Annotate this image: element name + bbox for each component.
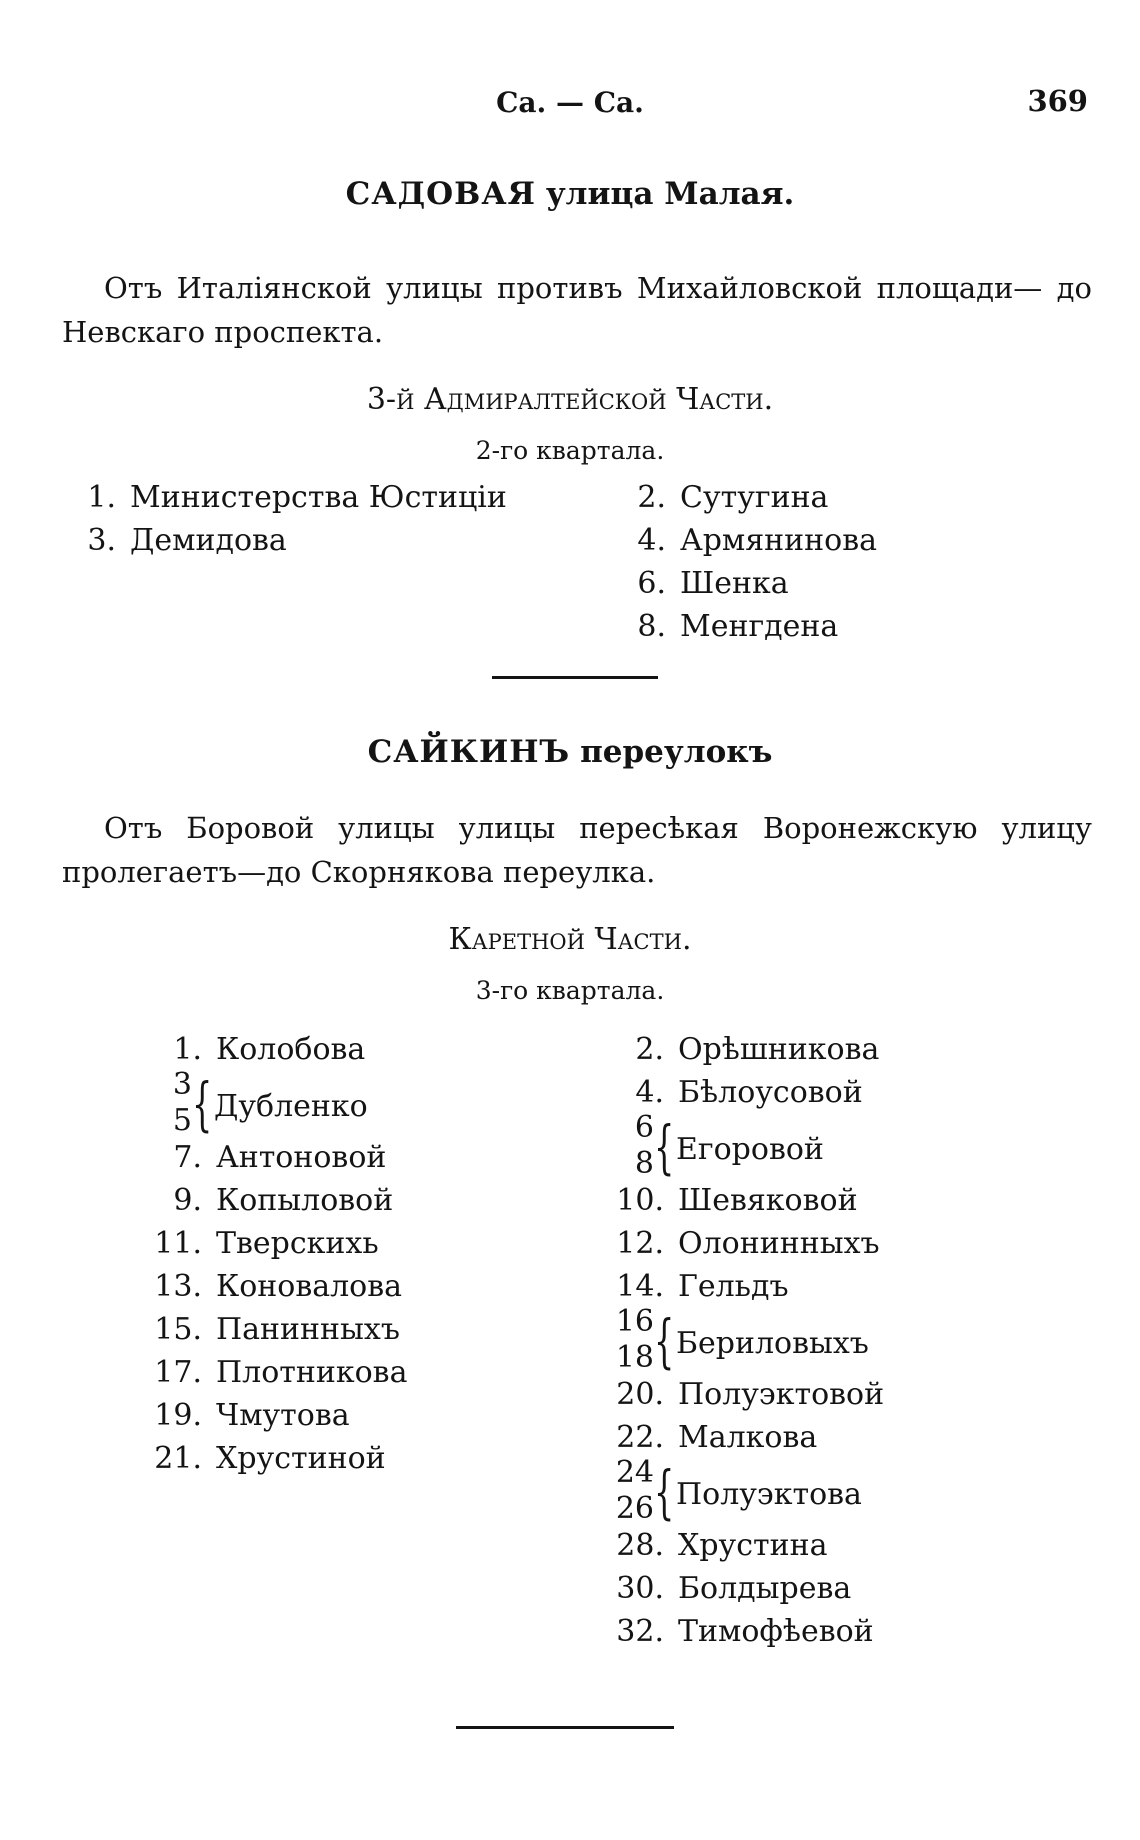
owner-name: Тверскихь [216, 1226, 379, 1261]
owner-name: Болдырева [678, 1571, 852, 1606]
owner-name: Полуэктовой [678, 1377, 885, 1412]
owner-name: Копыловой [216, 1183, 394, 1218]
entry-number: 10. [616, 1183, 664, 1218]
entry-number: 2. [635, 1032, 664, 1067]
owner-name: Антоновой [216, 1140, 387, 1175]
list-entry [612, 564, 789, 604]
district-heading: 3-й Адмиралтейской Части. [366, 382, 774, 417]
quarter-heading: 2-го квартала. [475, 436, 665, 465]
owner-name: Министерства Юстиціи [130, 480, 507, 515]
entry-number: 14. [616, 1269, 664, 1304]
entry-number: 3. [87, 523, 116, 558]
title-rest: улица Малая. [545, 176, 795, 212]
owner-name: Бериловыхъ [676, 1326, 869, 1361]
list-entry [62, 521, 287, 561]
list-entry [148, 1439, 386, 1479]
list-entry [148, 1138, 386, 1178]
owner-name: Хрустина [678, 1528, 828, 1563]
list-entry [612, 521, 877, 561]
list-entry [62, 478, 507, 518]
entry-number: 2. [637, 480, 666, 515]
entry-number: 19. [154, 1398, 202, 1433]
entry-number: 4. [637, 523, 666, 558]
entry-number: 22. [616, 1420, 664, 1455]
entry-number: 24 [615, 1455, 654, 1490]
entry-number: 7. [173, 1140, 202, 1175]
list-entry [148, 1353, 407, 1393]
entry-number: 4. [635, 1075, 664, 1110]
list-entry [148, 1267, 402, 1307]
section-description: Отъ Италіянской улицы противъ Михайловской площади— до Невскаго проспекта. [62, 271, 1092, 349]
title-bold: САДОВАЯ [345, 176, 536, 212]
entry-number: 11. [154, 1226, 202, 1261]
title-bold: САЙКИНЪ [367, 734, 571, 770]
list-entry [610, 1375, 884, 1415]
entry-number: 26 [615, 1491, 654, 1526]
section-divider [456, 1726, 674, 1729]
entry-number: 6 [634, 1110, 654, 1145]
entry-number: 3 [172, 1067, 192, 1102]
entry-number: 13. [154, 1269, 202, 1304]
brace-glyph: { [654, 1113, 675, 1181]
district-heading: Каретной Части. [448, 922, 692, 957]
entry-number: 18 [615, 1340, 654, 1375]
owner-name: Армянинова [680, 523, 878, 558]
entry-number: 17. [154, 1355, 202, 1390]
brace-glyph: { [654, 1307, 675, 1375]
list-entry [610, 1267, 789, 1307]
list-entry [610, 1569, 851, 1609]
entry-number: 9. [173, 1183, 202, 1218]
list-entry [612, 607, 838, 647]
list-entry [148, 1310, 400, 1350]
list-entry [148, 1224, 379, 1264]
owner-name: Гельдъ [678, 1269, 789, 1304]
brace-glyph: { [192, 1070, 213, 1138]
page-number: 369 [1027, 84, 1088, 118]
quarter-heading: 3-го квартала. [475, 976, 665, 1005]
list-entry [610, 1418, 817, 1458]
entry-number: 8. [637, 609, 666, 644]
owner-name: Коновалова [216, 1269, 403, 1304]
entry-number: 30. [616, 1571, 664, 1606]
brace-glyph: { [654, 1458, 675, 1526]
owner-name: Малкова [678, 1420, 818, 1455]
owner-name: Хрустиной [216, 1441, 386, 1476]
list-entry [610, 1073, 863, 1113]
running-head: Са. — Са. [496, 86, 644, 119]
owner-name: Колобова [216, 1032, 366, 1067]
list-entry [148, 1181, 393, 1221]
section-description: Отъ Боровой улицы улицы пересѣкая Воронежскую улицу пролегаетъ—до Скорнякова переулка. [62, 811, 1092, 889]
list-entry [610, 1612, 874, 1652]
owner-name: Шевяковой [678, 1183, 858, 1218]
section-divider [492, 676, 658, 679]
entry-number: 28. [616, 1528, 664, 1563]
entry-number: 8 [634, 1146, 654, 1181]
entry-number: 6. [637, 566, 666, 601]
owner-name: Егоровой [676, 1132, 824, 1167]
owner-name: Демидова [130, 523, 287, 558]
owner-name: Тимофѣевой [678, 1614, 874, 1649]
owner-name: Дубленко [214, 1089, 368, 1124]
owner-name: Сутугина [680, 480, 829, 515]
list-entry [610, 1526, 828, 1566]
entry-number: 15. [154, 1312, 202, 1347]
owner-name: Бѣлоусовой [678, 1075, 863, 1110]
owner-name: Чмутова [216, 1398, 350, 1433]
owner-name: Панинныхъ [216, 1312, 400, 1347]
owner-name: Полуэктова [676, 1477, 862, 1512]
owner-name: Олонинныхъ [678, 1226, 880, 1261]
entry-number: 32. [616, 1614, 664, 1649]
owner-name: Орѣшникова [678, 1032, 880, 1067]
title-rest: переулокъ [580, 734, 773, 770]
list-entry [148, 1030, 365, 1070]
list-entry [148, 1396, 350, 1436]
entry-number: 5 [172, 1103, 192, 1138]
section-title-sadovaya [0, 176, 1140, 212]
section-title-saykin [0, 734, 1140, 770]
entry-number: 1. [173, 1032, 202, 1067]
entry-number: 21. [154, 1441, 202, 1476]
entry-number: 20. [616, 1377, 664, 1412]
list-entry [610, 1030, 879, 1070]
entry-number: 1. [87, 480, 116, 515]
list-entry [610, 1181, 858, 1221]
owner-name: Плотникова [216, 1355, 408, 1390]
owner-name: Менгдена [680, 609, 839, 644]
list-entry [612, 478, 828, 518]
owner-name: Шенка [680, 566, 789, 601]
list-entry [610, 1224, 880, 1264]
entry-number: 16 [615, 1304, 654, 1339]
entry-number: 12. [616, 1226, 664, 1261]
